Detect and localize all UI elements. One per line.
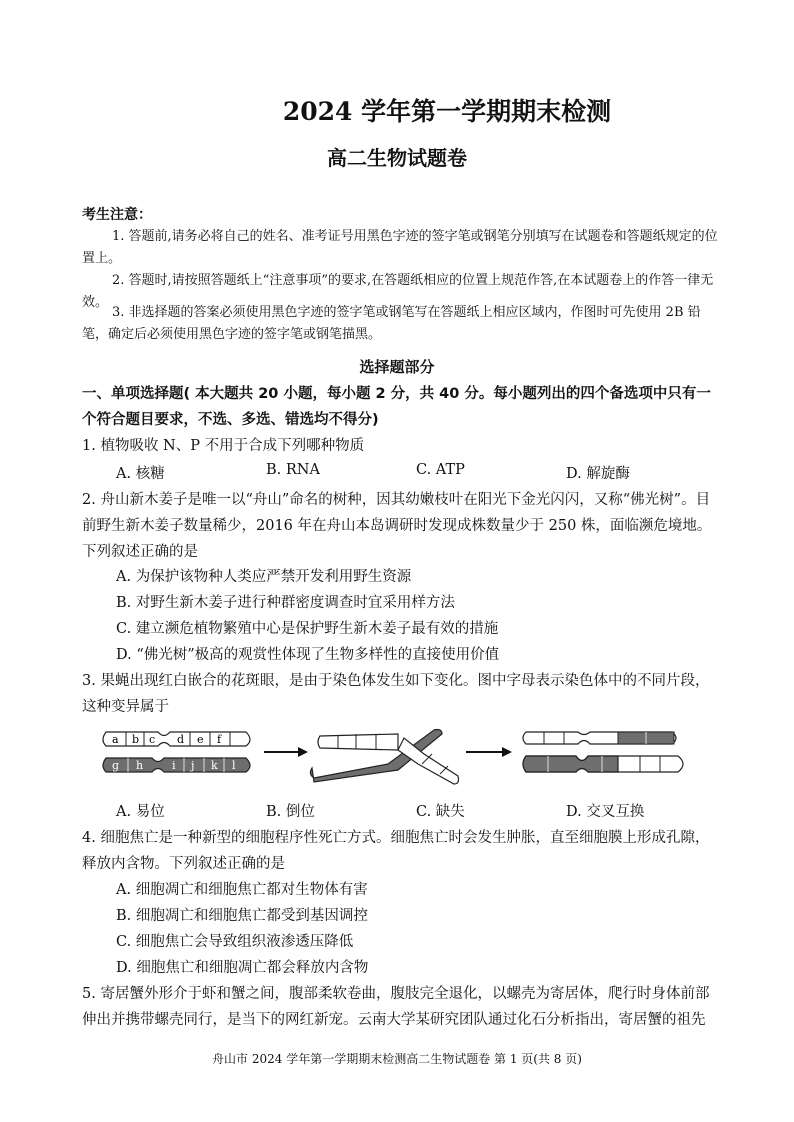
question-2-option-b: B. 对野生新木姜子进行种群密度调查时宜采用样方法 xyxy=(116,595,455,611)
seg-a: a xyxy=(112,733,119,746)
stage1-top-chromosome xyxy=(103,732,250,746)
stage3-top-chromosome xyxy=(523,732,676,744)
question-4-option-d: D. 细胞焦亡和细胞凋亡都会释放内含物 xyxy=(116,960,369,976)
exam-subtitle: 高二生物试题卷 xyxy=(327,146,467,170)
question-4-stem: 4. 细胞焦亡是一种新型的细胞程序性死亡方式。细胞焦亡时会发生肿胀，直至细胞膜上形成孔隙，释放内含物。下列叙述正确的是 xyxy=(82,830,710,872)
section-title: 选择题部分 xyxy=(359,358,435,376)
question-2-stem: 2. 舟山新木姜子是唯一以“舟山”命名的树种，因其幼嫩枝叶在阳光下金光闪闪，又称“佛光树”。目前野生新木姜子数量稀少，2016 年在舟山本岛调研时发现成株数量少于 250 株，面临濒危境地。下列叙述正确的是 xyxy=(82,492,712,560)
seg-b: b xyxy=(132,733,140,746)
question-5-stem: 5. 寄居蟹外形介于虾和蟹之间，腹部柔软卷曲，腹肢完全退化，以螺壳为寄居体，爬行时身体前部伸出并携带螺壳同行，是当下的网红新宠。云南大学某研究团队通过化石分析指出，寄居蟹的祖先 xyxy=(82,986,710,1028)
seg-h: h xyxy=(136,759,144,772)
question-3-stem: 3. 果蝇出现红白嵌合的花斑眼，是由于染色体发生如下变化。图中字母表示染色体中的不同片段，这种变异属于 xyxy=(82,673,710,715)
notice-item-1: 1. 答题前,请务必将自己的姓名、准考证号用黑色字迹的签字笔或钢笔分别填写在试题卷和答题纸规定的位置上。 xyxy=(82,229,718,266)
seg-d: d xyxy=(177,733,185,746)
question-4-option-a: A. 细胞凋亡和细胞焦亡都对生物体有害 xyxy=(116,882,368,898)
option-b: B. RNA xyxy=(266,462,320,478)
question-2-option-c: C. 建立濒危植物繁殖中心是保护野生新木姜子最有效的措施 xyxy=(116,621,499,637)
option-c: C. 缺失 xyxy=(416,804,465,820)
option-b: B. 倒位 xyxy=(266,804,315,820)
option-d: D. 解旋酶 xyxy=(566,466,630,482)
notice-item-2: 2. 答题时,请按照答题纸上“注意事项”的要求,在答题纸相应的位置上规范作答,在本试题卷上的作答一律无效。 xyxy=(82,273,714,310)
seg-e: e xyxy=(197,733,204,746)
exam-title: 2024 学年第一学期期末检测 xyxy=(282,97,612,126)
seg-i: i xyxy=(172,759,176,772)
chromosome-figure xyxy=(98,724,698,786)
option-c: C. ATP xyxy=(416,462,465,478)
notice-heading: 考生注意： xyxy=(82,207,152,223)
question-4-option-c: C. 细胞焦亡会导致组织液渗透压降低 xyxy=(116,934,354,950)
seg-k: k xyxy=(211,759,218,772)
option-a: A. 核糖 xyxy=(116,466,165,482)
option-a: A. 易位 xyxy=(116,804,165,820)
question-2-option-a: A. 为保护该物种人类应严禁开发利用野生资源 xyxy=(116,569,412,585)
seg-c: c xyxy=(149,733,156,746)
question-4-option-b: B. 细胞凋亡和细胞焦亡都受到基因调控 xyxy=(116,908,368,924)
stage2-crossing xyxy=(310,730,458,785)
stage3-bottom-chromosome xyxy=(523,756,683,772)
arrow-1 xyxy=(264,747,308,757)
seg-j: j xyxy=(191,759,195,772)
option-d: D. 交叉互换 xyxy=(566,804,645,820)
question-2-option-d: D. “佛光树”极高的观赏性体现了生物多样性的直接使用价值 xyxy=(116,647,500,663)
seg-l: l xyxy=(232,759,236,772)
arrow-2 xyxy=(466,747,512,757)
page-footer: 舟山市 2024 学年第一学期期末检测高二生物试题卷 第 1 页(共 8 页) xyxy=(212,1052,582,1066)
seg-g: g xyxy=(112,759,120,772)
question-3-options xyxy=(116,800,716,821)
stage1-bottom-chromosome xyxy=(103,758,250,772)
question-1-options xyxy=(116,462,716,483)
notice-item-3: 3. 非选择题的答案必须使用黑色字迹的签字笔或钢笔写在答题纸上相应区域内，作图时可先使用 2B 铅笔，确定后必须使用黑色字迹的签字笔或钢笔描黑。 xyxy=(82,305,701,342)
question-1-stem: 1. 植物吸收 N、P 不用于合成下列哪种物质 xyxy=(82,438,365,454)
seg-f: f xyxy=(217,733,222,746)
part-heading: 一、单项选择题( 本大题共 20 小题，每小题 2 分，共 40 分。每小题列出的四个备选项中只有一个符合题目要求，不选、多选、错选均不得分) xyxy=(82,386,711,428)
